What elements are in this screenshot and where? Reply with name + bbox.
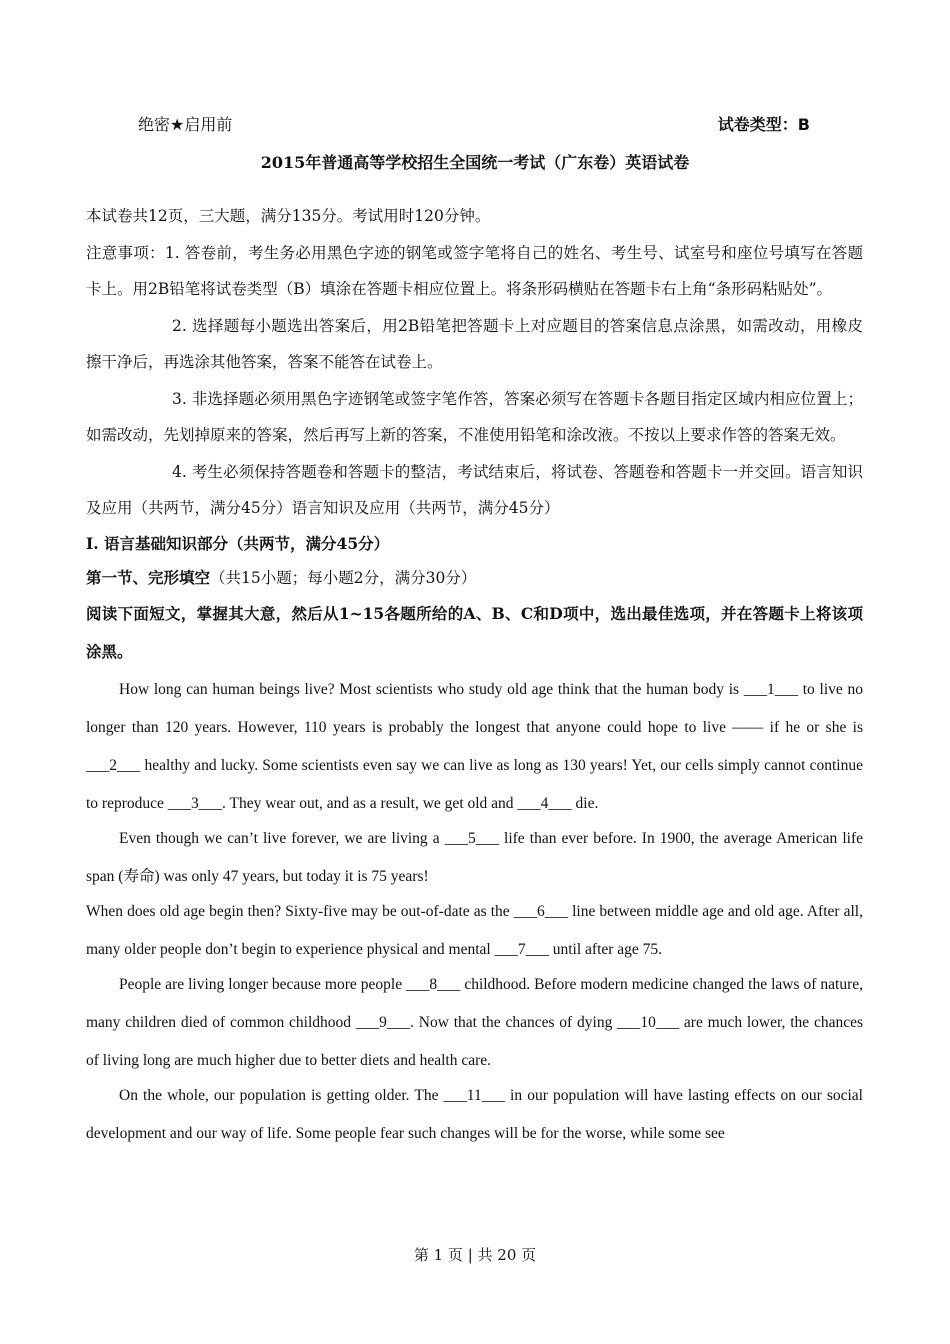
part1-heading: Ⅰ. 语言基础知识部分（共两节，满分45分） [86,533,390,553]
section1-instruction: 阅读下面短文，掌握其大意，然后从1~15各题所给的A、B、C和D项中，选出最佳选项，并在答题卡上将该项涂黑。 [86,603,863,661]
paper-type-label: 试卷类型：B [717,115,810,134]
note-2: 2. 选择题每小题选出答案后，用2B铅笔把答题卡上对应题目的答案信息点涂黑，如需改动，用橡皮擦干净后，再选涂其他答案，答案不能答在试卷上。 [86,316,863,371]
passage-paragraph-2: Even though we can’t live forever, we are living a ___5___ life than ever before. In 1900, the average American life span (寿命) was only 47 years, but today it is 75 years! [86,829,863,885]
section1-heading [86,561,863,595]
passage-paragraph-3: When does old age begin then? Sixty-five may be out-of-date as the ___6___ line between middle age and old age. After all, many older people don’t begin to experience physical and mental ___7___ until after age 75. [86,902,863,958]
exam-content [86,198,863,1153]
passage-paragraph-1: How long can human beings live? Most scientists who study old age think that the human body is ___1___ to live no longer than 120 years. However, 110 years is probably the longest that anyone could hope to live —— if he or she is ___2___ healthy and lucky. Some scientists even say we can live as long as 130 years! Yet, our cells simply cannot continue to reproduce ___3___. They wear out, and as a result, we get old and ___4___ die. [86,680,863,812]
exam-title: 2015年普通高等学校招生全国统一考试（广东卷）英语试卷 [260,153,690,172]
note-4: 4. 考生必须保持答题卷和答题卡的整洁，考试结束后，将试卷、答题卷和答题卡一并交回。语言知识及应用（共两节，满分45分）语言知识及应用（共两节，满分45分） [86,462,863,517]
section1-title: 第一节、完形填空 [86,567,211,587]
confidential-label: 绝密★启用前 [138,115,233,134]
exam-intro: 本试卷共12页，三大题，满分135分。考试用时120分钟。 [86,207,491,225]
page-footer: 第 1 页 | 共 20 页 [413,1246,537,1264]
section1-detail: （共15小题；每小题2分，满分30分） [210,568,477,587]
note-3: 3. 非选择题必须用黑色字迹钢笔或签字笔作答，答案必须写在答题卡各题目指定区域内相应位置上；如需改动，先划掉原来的答案，然后再写上新的答案，不准使用铅笔和涂改液。不按以上要求作答的答案无效。 [86,389,863,444]
note-1: 注意事项：1. 答卷前，考生务必用黑色字迹的钢笔或签字笔将自己的姓名、考生号、试室号和座位号填写在答题卡上。用2B铅笔将试卷类型（B）填涂在答题卡相应位置上。将条形码横贴在答题卡右上角“条形码粘贴处”。 [86,243,863,298]
passage-paragraph-5: On the whole, our population is getting older. The ___11___ in our population will have lasting effects on our social development and our way of life. Some people fear such changes will be for the worse, while some see [86,1086,863,1142]
passage-paragraph-4: People are living longer because more people ___8___ childhood. Before modern medicine changed the laws of nature, many children died of common childhood ___9___. Now that the chances of dying ___10___ are much lower, the chances of living long are much higher due to better diets and health care. [86,975,863,1069]
